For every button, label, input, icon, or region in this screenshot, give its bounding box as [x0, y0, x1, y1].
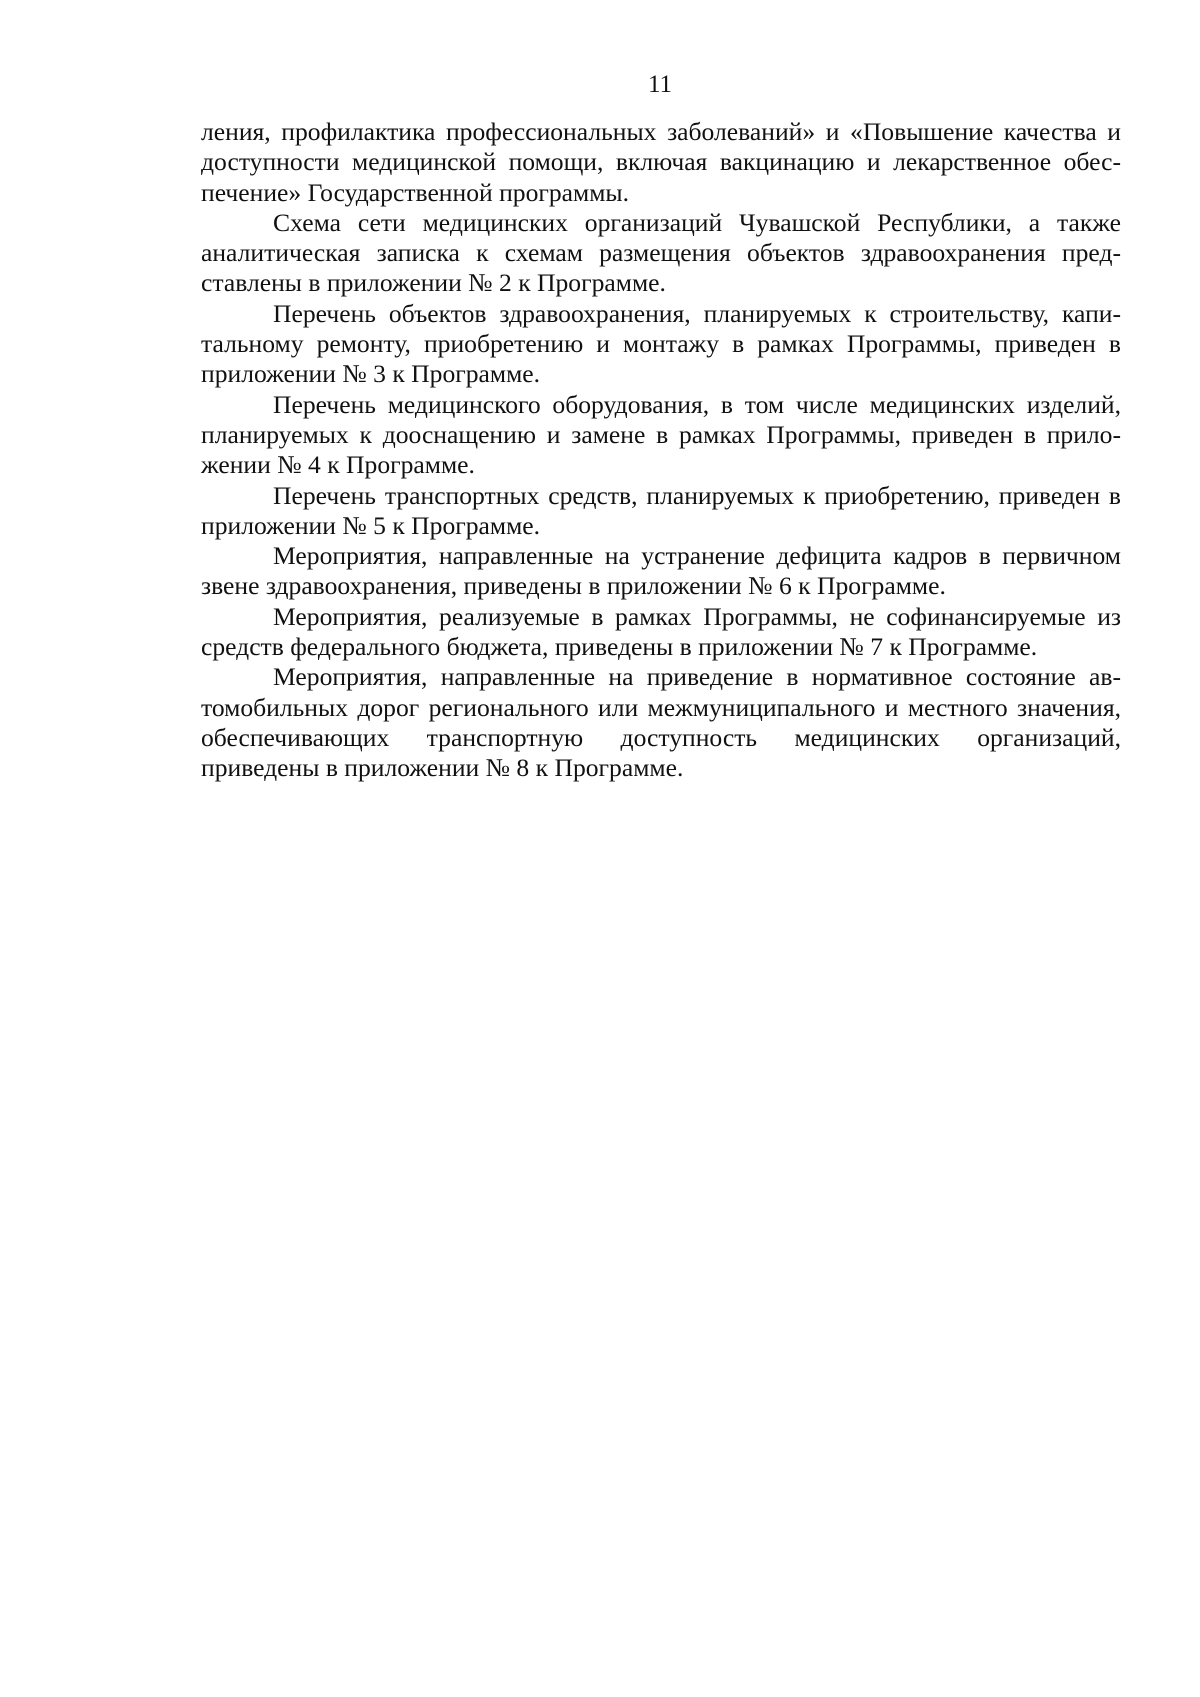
paragraph-network-scheme: Схема сети медицинских организаций Чувашской Республики, а также аналитическая записка к схемам размещения объектов здравоохранения представлены в приложении № 2 к Программе.	[201, 207, 1121, 298]
paragraph-staff-shortage-measures: Мероприятия, направленные на устранение дефицита кадров в первичном звене здравоохранения, приведены в приложении № 6 к Программе.	[201, 541, 1121, 601]
page-number: 11	[647, 71, 673, 98]
paragraph-vehicles-list: Перечень транспортных средств, планируемых к приобретению, приведен в приложении № 5 к Программе.	[201, 480, 1121, 540]
paragraph-continuation: ления, профилактика профессиональных заболеваний» и «Повышение качества и доступности медицинской помощи, включая вакцинацию и лекарственное обеспечение» Государственной программы.	[201, 117, 1121, 207]
paragraph-medical-equipment-list: Перечень медицинского оборудования, в том числе медицинских изделий, планируемых к дооснащению и замене в рамках Программы, приведен в приложении № 4 к Программе.	[201, 389, 1121, 480]
paragraph-non-cofinanced-measures: Мероприятия, реализуемые в рамках Программы, не софинансируемые из средств федерального бюджета, приведены в приложении № 7 к Программе.	[201, 601, 1121, 662]
paragraph-health-facilities-list: Перечень объектов здравоохранения, планируемых к строительству, капитальному ремонту, приобретению и монтажу в рамках Программы, приведен в приложении № 3 к Программе.	[201, 298, 1121, 389]
paragraph-roads-measures: Мероприятия, направленные на приведение в нормативное состояние автомобильных дорог регионального или межмуниципального и местного значения, обеспечивающих транспортную доступность медицинских организаций, приведены в приложении № 8 к Программе.	[201, 662, 1121, 783]
document-body	[201, 117, 1121, 784]
